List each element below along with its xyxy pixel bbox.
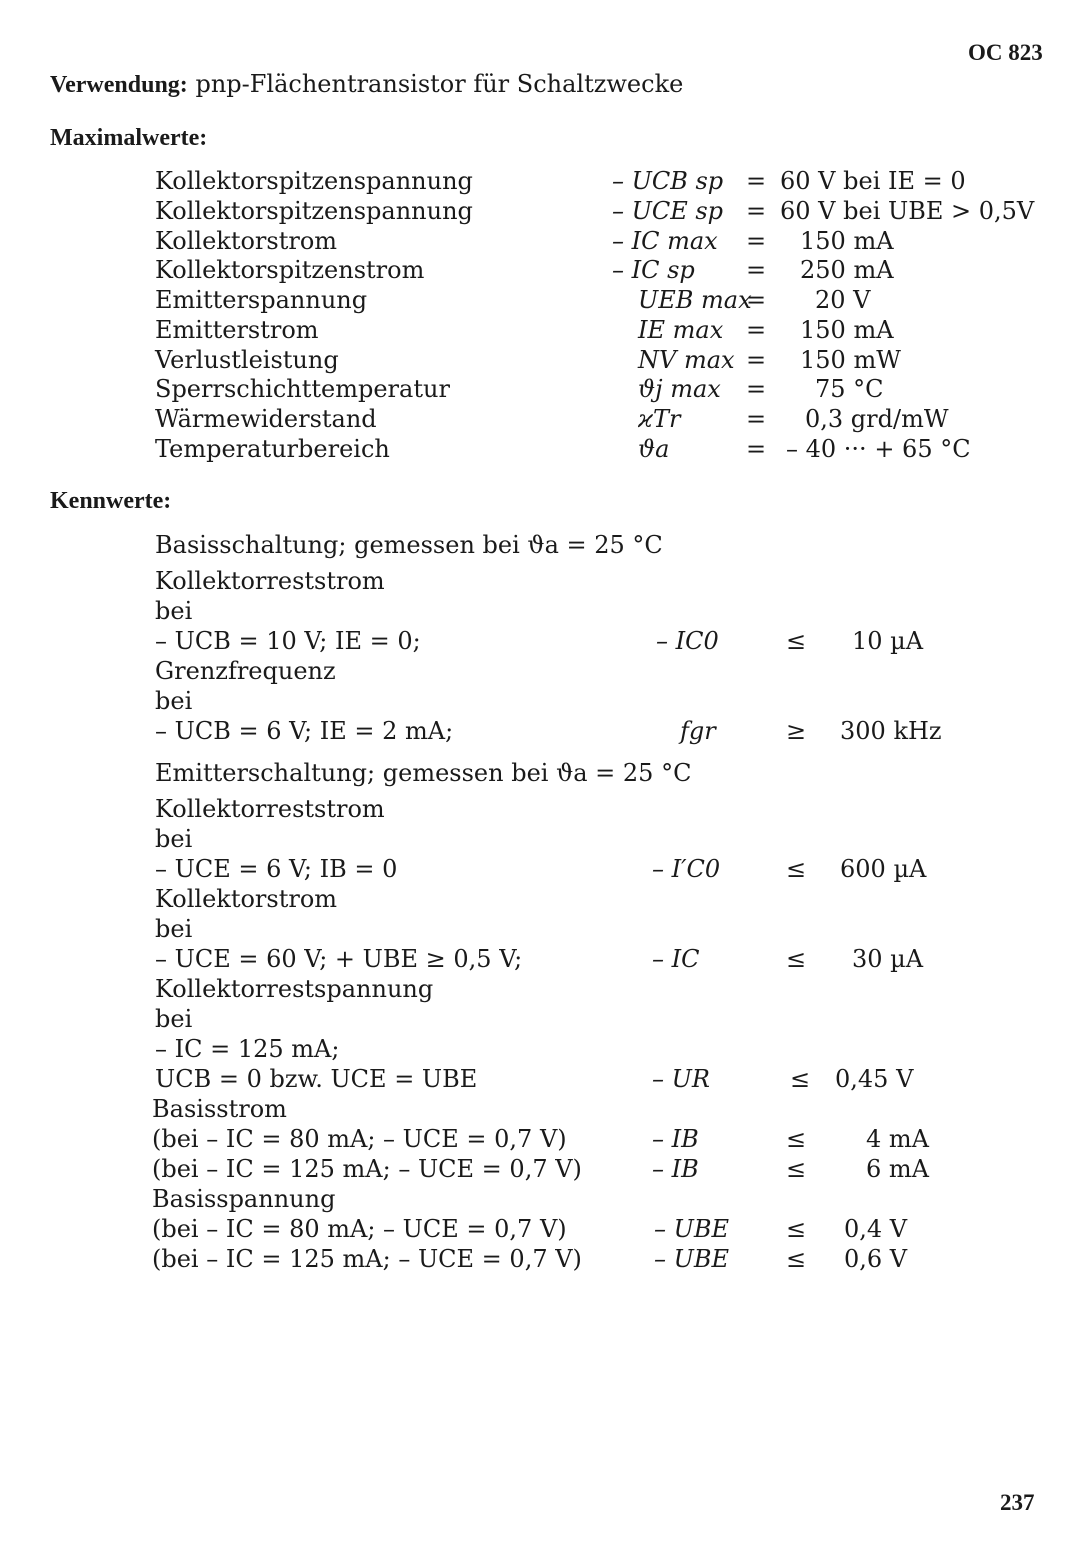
max-row — [0, 197, 1077, 227]
param-relation: ≤ — [786, 1125, 807, 1153]
max-row-symbol: ϑj max — [638, 375, 721, 403]
condition: (bei – IC = 125 mA; – UCE = 0,7 V) — [152, 1155, 582, 1183]
param-name: Kollektorstrom — [155, 885, 338, 913]
param-relation: ≤ — [786, 1245, 807, 1273]
max-row-symbol: – UCB sp — [612, 167, 724, 195]
bei-label: bei — [155, 687, 193, 715]
max-row — [0, 405, 1077, 435]
max-row-value: 0,3 grd/mW — [805, 405, 949, 433]
param-symbol: – IC0 — [656, 627, 719, 655]
max-row-symbol: NV max — [638, 346, 735, 374]
max-row-symbol: – IC sp — [612, 256, 695, 284]
param-name: Basisstrom — [152, 1095, 287, 1123]
param-value: 0,45 V — [835, 1065, 914, 1093]
param-relation: ≤ — [786, 1215, 807, 1243]
page-number: 237 — [1000, 1490, 1035, 1515]
condition: UCB = 0 bzw. UCE = UBE — [155, 1065, 478, 1093]
bei-label: bei — [155, 825, 193, 853]
max-row-name: Verlustleistung — [155, 346, 339, 374]
bei-label: bei — [155, 597, 193, 625]
param-value: 300 kHz — [840, 717, 942, 745]
max-row — [0, 316, 1077, 346]
max-row — [0, 435, 1077, 465]
max-row-name: Wärmewiderstand — [155, 405, 377, 433]
max-row — [0, 375, 1077, 405]
usage-line — [50, 70, 683, 99]
type-number: OC 823 — [968, 40, 1043, 65]
max-row-symbol: – UCE sp — [612, 197, 724, 225]
condition: – UCE = 60 V; + UBE ≥ 0,5 V; — [155, 945, 523, 973]
max-row-relation: = — [746, 375, 767, 403]
condition: – IC = 125 mA; — [155, 1035, 340, 1063]
param-value: 600 µA — [840, 855, 927, 883]
max-row-value: 60 V bei IE = 0 — [780, 167, 966, 195]
emitter-header: Emitterschaltung; gemessen bei ϑa = 25 °C — [155, 759, 692, 787]
usage-label: Verwendung: — [50, 72, 188, 98]
param-value: 0,4 V — [844, 1215, 908, 1243]
max-row-symbol: UEB max — [638, 286, 752, 314]
max-row-value: 20 V — [815, 286, 871, 314]
param-relation: ≥ — [786, 717, 807, 745]
max-row-symbol: ϑa — [638, 435, 670, 463]
param-relation: ≤ — [786, 1155, 807, 1183]
param-value: 4 mA — [866, 1125, 929, 1153]
condition: (bei – IC = 80 mA; – UCE = 0,7 V) — [152, 1215, 567, 1243]
max-row-relation: = — [746, 256, 767, 284]
max-row-relation: = — [746, 197, 767, 225]
max-row-value: – 40 ··· + 65 °C — [786, 435, 971, 463]
max-row-name: Kollektorspitzenstrom — [155, 256, 425, 284]
max-row-relation: = — [746, 316, 767, 344]
param-value: 30 µA — [852, 945, 924, 973]
max-section-heading: Maximalwerte: — [50, 125, 208, 151]
condition: – UCB = 6 V; IE = 2 mA; — [155, 717, 454, 745]
max-row-name: Kollektorspitzenspannung — [155, 167, 473, 195]
max-row-name: Temperaturbereich — [155, 435, 390, 463]
max-row-relation: = — [746, 346, 767, 374]
max-row — [0, 346, 1077, 376]
max-row-relation: = — [746, 405, 767, 433]
bei-label: bei — [155, 915, 193, 943]
param-value: 6 mA — [866, 1155, 929, 1183]
max-row — [0, 227, 1077, 257]
param-name: Kollektorrestspannung — [155, 975, 434, 1003]
param-name: Basisspannung — [152, 1185, 336, 1213]
max-row-value: 150 mA — [800, 316, 894, 344]
param-relation: ≤ — [786, 627, 807, 655]
max-row-symbol: IE max — [638, 316, 724, 344]
max-row-name: Kollektorspitzenspannung — [155, 197, 473, 225]
max-row-value: 60 V bei UBE > 0,5V — [780, 197, 1035, 225]
param-value: 10 µA — [852, 627, 924, 655]
param-symbol: fgr — [680, 717, 716, 745]
bei-label: bei — [155, 1005, 193, 1033]
param-symbol: – UR — [652, 1065, 710, 1093]
max-row — [0, 167, 1077, 197]
param-name: Grenzfrequenz — [155, 657, 336, 685]
max-row-relation: = — [746, 435, 767, 463]
param-name: Kollektorreststrom — [155, 795, 385, 823]
condition: – UCB = 10 V; IE = 0; — [155, 627, 421, 655]
max-row-value: 150 mW — [800, 346, 901, 374]
param-relation: ≤ — [786, 855, 807, 883]
max-row-name: Emitterspannung — [155, 286, 368, 314]
param-name: Kollektorreststrom — [155, 567, 385, 595]
condition: (bei – IC = 125 mA; – UCE = 0,7 V) — [152, 1245, 582, 1273]
max-row-relation: = — [746, 227, 767, 255]
condition: – UCE = 6 V; IB = 0 — [155, 855, 398, 883]
param-symbol: – UBE — [654, 1215, 730, 1243]
param-value: 0,6 V — [844, 1245, 908, 1273]
param-symbol: – UBE — [654, 1245, 730, 1273]
kenn-section-heading: Kennwerte: — [50, 488, 172, 514]
max-row-symbol: ϰTr — [638, 405, 681, 433]
param-symbol: – I′C0 — [652, 855, 721, 883]
param-symbol: – IB — [652, 1125, 699, 1153]
max-row-value: 250 mA — [800, 256, 894, 284]
max-row-value: 75 °C — [815, 375, 884, 403]
max-row — [0, 256, 1077, 286]
max-row-name: Emitterstrom — [155, 316, 319, 344]
param-relation: ≤ — [786, 945, 807, 973]
param-symbol: – IB — [652, 1155, 699, 1183]
max-row-symbol: – IC max — [612, 227, 718, 255]
max-row-name: Kollektorstrom — [155, 227, 338, 255]
max-row-relation: = — [746, 286, 767, 314]
max-row-name: Sperrschichttemperatur — [155, 375, 450, 403]
usage-text: pnp-Flächentransistor für Schaltzwecke — [195, 70, 684, 98]
max-row — [0, 286, 1077, 316]
basis-header: Basisschaltung; gemessen bei ϑa = 25 °C — [155, 531, 663, 559]
param-relation: ≤ — [790, 1065, 811, 1093]
param-symbol: – IC — [652, 945, 700, 973]
max-row-value: 150 mA — [800, 227, 894, 255]
max-row-relation: = — [746, 167, 767, 195]
condition: (bei – IC = 80 mA; – UCE = 0,7 V) — [152, 1125, 567, 1153]
